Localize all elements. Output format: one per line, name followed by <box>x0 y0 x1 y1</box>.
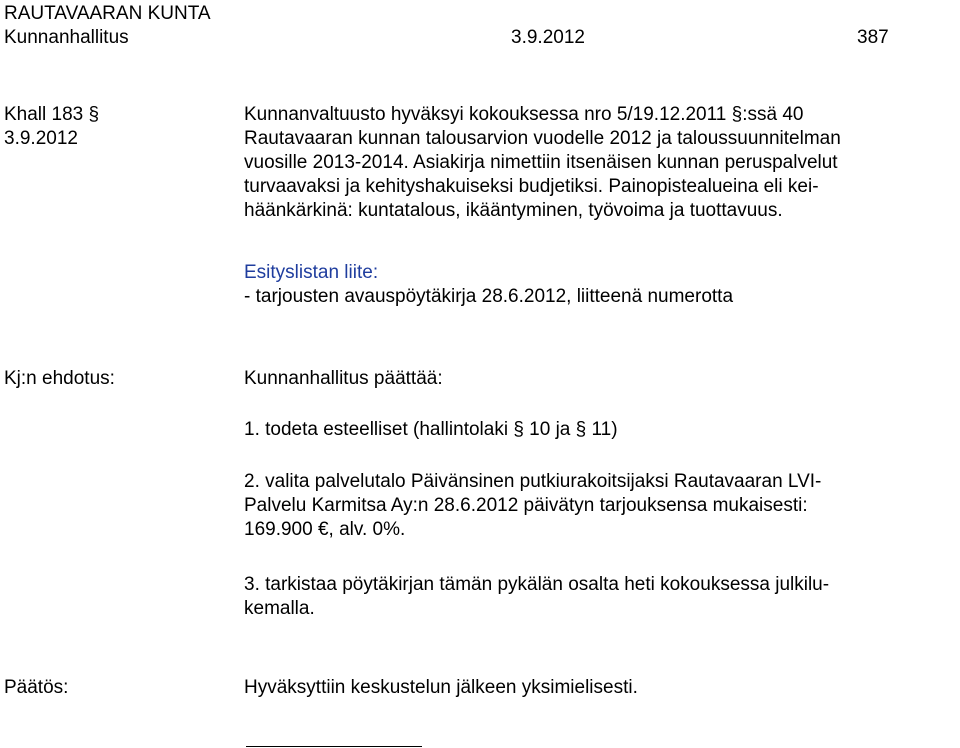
section-symbol: § <box>88 104 100 125</box>
proposal-point-1: 1. todeta esteelliset (hallintolaki § 10 ja § 11) <box>244 419 618 440</box>
proposal-point-2 <box>244 470 954 542</box>
proposal-label: Kj:n ehdotus: <box>4 368 115 389</box>
paragraph-line: Rautavaaran kunnan talousarvion vuodelle 2012 ja taloussuunnitelman <box>244 128 841 149</box>
paragraph-line: kemalla. <box>244 598 315 619</box>
paragraph-line: 169.900 €, alv. 0%. <box>244 519 406 540</box>
header-date: 3.9.2012 <box>511 27 585 48</box>
paragraph-line: turvaavaksi ja kehityshakuiseksi budjetiksi. Painopistealueina eli kei- <box>244 176 819 197</box>
item-reference <box>4 103 99 127</box>
paragraph-line: häänkärkinä: kuntatalous, ikääntyminen, työvoima ja tuottavuus. <box>244 200 783 221</box>
decision-text: Hyväksyttiin keskustelun jälkeen yksimielisesti. <box>244 677 638 698</box>
paragraph-line: Kunnanvaltuusto hyväksyi kokouksessa nro 5/19.12.2011 §:ssä 40 <box>244 104 804 125</box>
decision-label: Päätös: <box>4 677 69 698</box>
attachment-item: - tarjousten avauspöytäkirja 28.6.2012, liitteenä numerotta <box>244 286 734 307</box>
paragraph-line: vuosille 2013-2014. Asiakirja nimettiin itsenäisen kunnan peruspalvelut <box>244 152 838 173</box>
paragraph-line: 3. tarkistaa pöytäkirjan tämän pykälän osalta heti kokouksessa julkilu- <box>244 574 830 595</box>
item-ref-number: Khall 183 <box>4 104 84 125</box>
page-number: 387 <box>857 27 889 48</box>
attachment-link[interactable]: Esityslistan liite: <box>244 262 379 283</box>
intro-paragraph <box>244 103 950 223</box>
body-name: Kunnanhallitus <box>4 27 129 48</box>
paragraph-line: Palvelu Karmitsa Ay:n 28.6.2012 päivätyn tarjouksensa mukaisesti: <box>244 495 808 516</box>
proposal-point-3 <box>244 573 954 621</box>
proposal-heading: Kunnanhallitus päättää: <box>244 368 443 389</box>
organization-name: RAUTAVAARAN KUNTA <box>4 3 211 24</box>
signature-divider <box>246 746 422 747</box>
item-date: 3.9.2012 <box>4 128 78 149</box>
paragraph-line: 2. valita palvelutalo Päivänsinen putkiurakoitsijaksi Rautavaaran LVI- <box>244 471 822 492</box>
